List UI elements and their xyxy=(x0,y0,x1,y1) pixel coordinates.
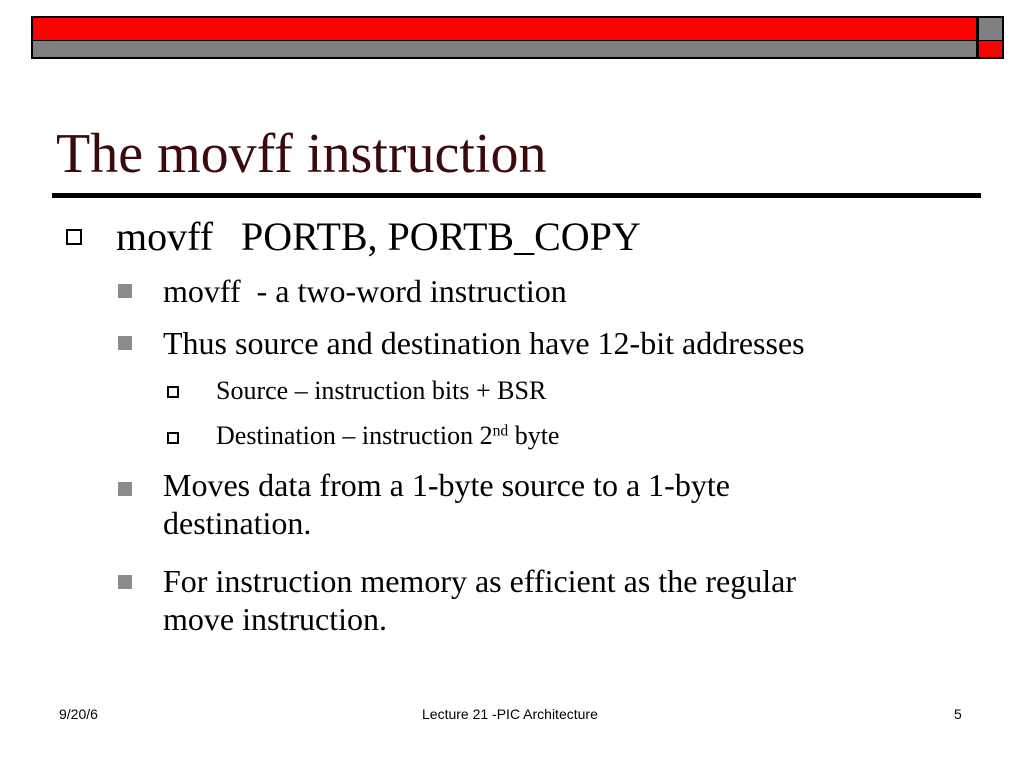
bullet-movff-instruction xyxy=(116,214,641,260)
square-bullet-icon xyxy=(118,336,132,350)
header-square-gray xyxy=(977,16,1004,42)
bullet-mnemonic: movff xyxy=(163,273,241,309)
bullet-destination xyxy=(216,421,559,451)
square-bullet-icon xyxy=(118,575,132,589)
hollow-square-bullet-icon xyxy=(66,229,82,245)
bullet-two-word xyxy=(163,272,567,310)
header-band-gray xyxy=(31,41,978,59)
header-square-red xyxy=(977,41,1004,59)
title-underline xyxy=(52,193,981,198)
hollow-square-bullet-icon xyxy=(167,386,179,398)
bullet-line: destination. xyxy=(163,505,312,541)
bullet-mnemonic: movff xyxy=(116,214,214,259)
bullet-operands: PORTB, PORTB_COPY xyxy=(241,214,641,259)
bullet-12bit-addresses: Thus source and destination have 12-bit addresses xyxy=(163,325,805,361)
ordinal-superscript: nd xyxy=(492,422,509,440)
square-bullet-icon xyxy=(118,482,132,496)
bullet-line: Moves data from a 1-byte source to a 1-byte xyxy=(163,467,730,503)
bullet-text: Destination – instruction 2 xyxy=(216,421,493,450)
bullet-line: For instruction memory as efficient as the regular xyxy=(163,563,796,599)
hollow-square-bullet-icon xyxy=(167,432,179,444)
bullet-tail: byte xyxy=(508,421,560,450)
square-bullet-icon xyxy=(118,284,132,298)
bullet-line: move instruction. xyxy=(163,601,387,637)
bullet-text: - a two-word instruction xyxy=(256,273,567,309)
slide-title: The movff instruction xyxy=(56,123,547,185)
bullet-instruction-memory xyxy=(163,562,796,638)
bullet-source: Source – instruction bits + BSR xyxy=(216,376,547,405)
footer-date: 9/20/6 xyxy=(59,706,98,722)
header-band-red xyxy=(31,16,978,42)
bullet-moves-data xyxy=(163,466,730,542)
footer-title: Lecture 21 -PIC Architecture xyxy=(422,706,598,722)
footer-page-number: 5 xyxy=(954,706,962,722)
